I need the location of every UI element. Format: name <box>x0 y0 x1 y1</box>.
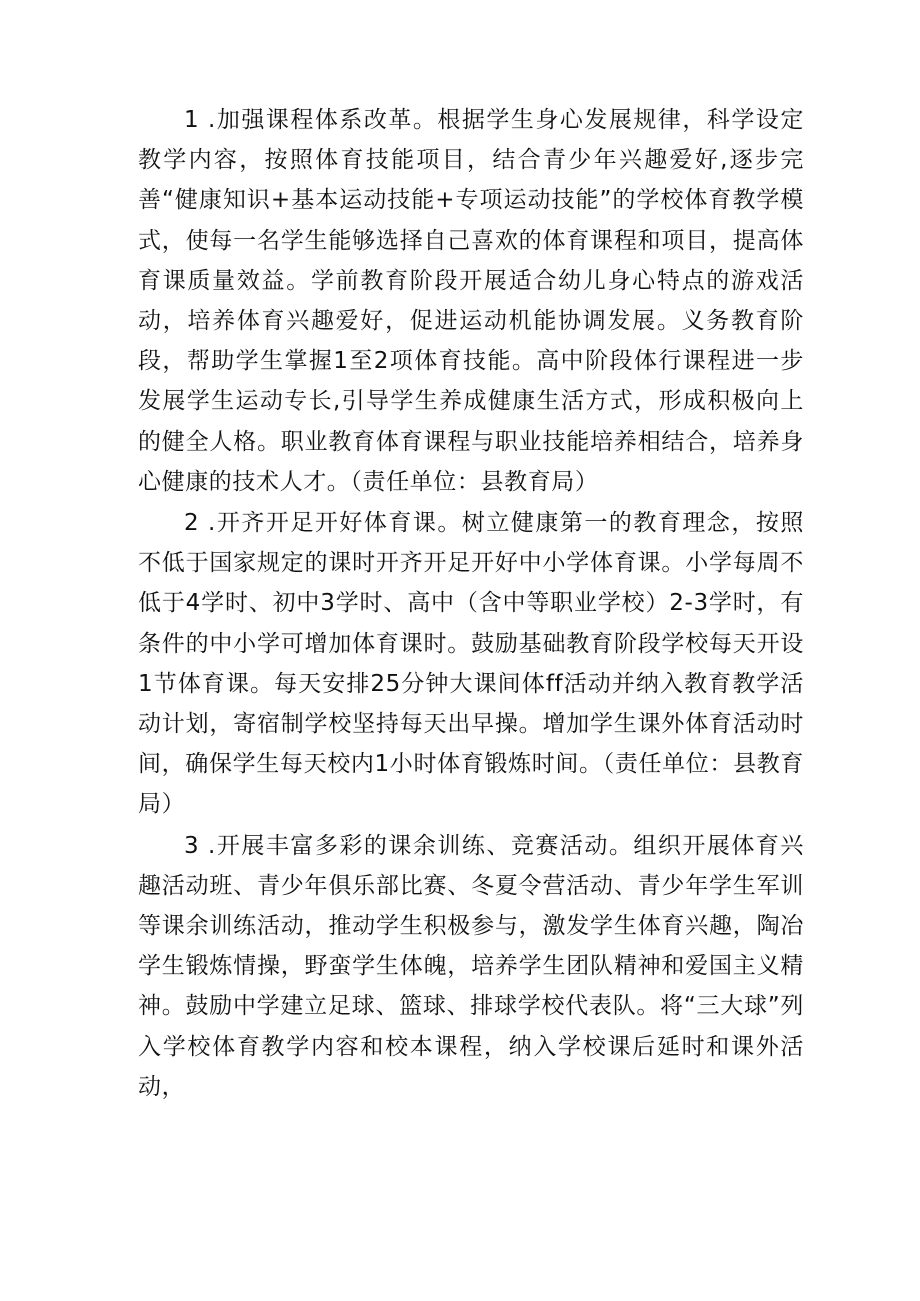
paragraph-pe-classes: 2 .开齐开足开好体育课。树立健康第一的教育理念，按照不低于国家规定的课时开齐开足开好中小学体育课。小学每周不低于4学时、初中3学时、高中（含中等职业学校）2-3学时，有条件的中小学可增加体育课时。鼓励基础教育阶段学校每天开设1节体育课。每天安排25分钟大课间体ff活动并纳入教育教学活动计划，寄宿制学校坚持每天出早操。增加学生课外体育活动时间，确保学生每天校内1小时体育锻炼时间。（责任单位：县教育局） <box>138 510 804 818</box>
paragraph-training-competitions: 3 .开展丰富多彩的课余训练、竞赛活动。组织开展体育兴趣活动班、青少年俱乐部比赛、冬夏令营活动、青少年学生军训等课余训练活动，推动学生积极参与，激发学生体育兴趣，陶冶学生锻炼情操，野蛮学生体魄，培养学生团队精神和爱国主义精神。鼓励中学建立足球、篮球、排球学校代表队。将“三大球”列入学校体育教学内容和校本课程，纳入学校课后延时和课外活动， <box>138 832 804 1100</box>
paragraph-course-reform: 1 .加强课程体系改革。根据学生身心发展规律，科学设定教学内容，按照体育技能项目，结合青少年兴趣爱好,逐步完善“健康知识+基本运动技能+专项运动技能”的学校体育教学模式，使每一名学生能够选择自己喜欢的体育课程和项目，提高体育课质量效益。学前教育阶段开展适合幼儿身心特点的游戏活动，培养体育兴趣爱好，促进运动机能协调发展。义务教育阶段，帮助学生掌握1至2项体育技能。高中阶段体行课程进一步发展学生运动专长,引导学生养成健康生活方式，形成积极向上的健全人格。职业教育体育课程与职业技能培养相结合，培养身心健康的技术人才。（责任单位：县教育局） <box>138 107 804 495</box>
